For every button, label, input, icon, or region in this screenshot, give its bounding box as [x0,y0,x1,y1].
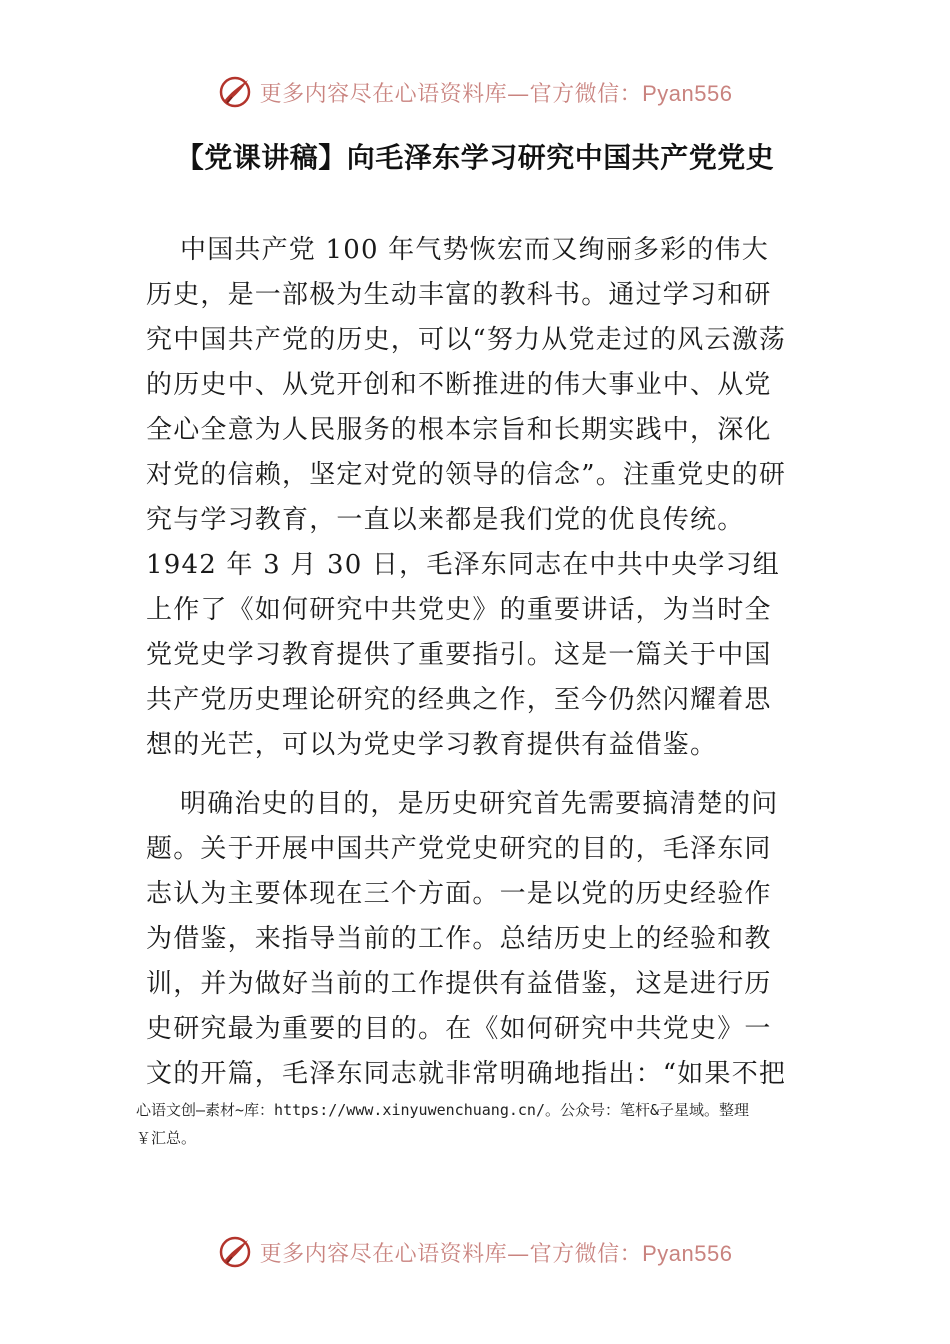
text-line: 文的开篇，毛泽东同志就非常明确地指出：“如果不把 [146,1059,787,1089]
text-line: 上作了《如何研究中共党史》的重要讲话，为当时全 [146,595,772,625]
text-line: 训，并为做好当前的工作提供有益借鉴，这是进行历 [146,969,772,999]
text-line: 对党的信赖，坚定对党的领导的信念”。注重党史的研 [146,460,787,490]
text-line: 历史，是一部极为生动丰富的教科书。通过学习和研 [146,280,772,310]
text-line: 共产党历史理论研究的经典之作，至今仍然闪耀着思 [146,685,772,715]
footer-note [136,1096,836,1152]
footer-note-line: ￥汇总。 [136,1129,197,1147]
paragraph-1 [146,228,806,768]
header-banner [0,70,950,114]
paragraph-2 [146,782,806,1097]
text-line: 1942 年 3 月 30 日，毛泽东同志在中共中央学习组 [146,550,780,580]
text-line: 想的光芒，可以为党史学习教育提供有益借鉴。 [146,730,718,760]
footer-banner [0,1230,950,1274]
banner-wechat-id: Pyan556 [642,1240,733,1266]
text-line: 史研究最为重要的目的。在《如何研究中共党史》一 [146,1014,772,1044]
document-body [146,228,806,1111]
quill-scroll-logo-icon [218,75,252,109]
banner-text: 更多内容尽在心语资料库—官方微信： [259,81,643,107]
footer-note-line: 心语文创—素材~库：https://www.xinyuwenchuang.cn/。公众号：笔杆&子星域。整理 [136,1101,750,1119]
text-line: 志认为主要体现在三个方面。一是以党的历史经验作 [146,879,772,909]
text-line: 全心全意为人民服务的根本宗旨和长期实践中，深化 [146,415,772,445]
text-line: 中国共产党 100 年气势恢宏而又绚丽多彩的伟大 [180,235,769,265]
text-line: 究与学习教育，一直以来都是我们党的优良传统。 [146,505,745,535]
text-line: 题。关于开展中国共产党党史研究的目的，毛泽东同 [146,834,772,864]
banner-wechat-id: Pyan556 [642,80,733,106]
page-title: 【党课讲稿】向毛泽东学习研究中国共产党党史 [175,141,775,174]
text-line: 为借鉴，来指导当前的工作。总结历史上的经验和教 [146,924,772,954]
banner-text: 更多内容尽在心语资料库—官方微信： [259,1241,643,1267]
text-line: 明确治史的目的，是历史研究首先需要搞清楚的问 [180,789,779,819]
text-line: 的历史中、从党开创和不断推进的伟大事业中、从党 [146,370,772,400]
quill-scroll-logo-icon [218,1235,252,1269]
text-line: 党党史学习教育提供了重要指引。这是一篇关于中国 [146,640,772,670]
text-line: 究中国共产党的历史，可以“努力从党走过的风云激荡 [146,325,787,355]
